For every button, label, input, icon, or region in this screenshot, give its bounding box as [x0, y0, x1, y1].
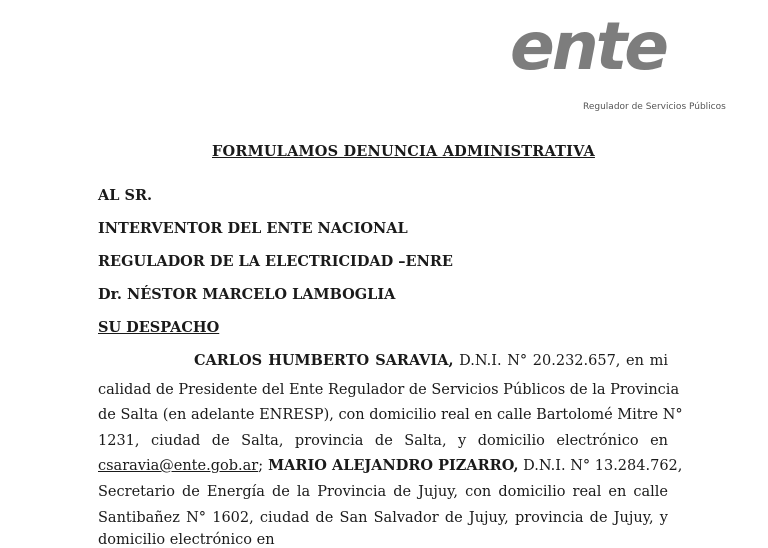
body-line-5-rest: D.N.I. N° 13.284.762, — [518, 458, 683, 474]
body-line-2: calidad de Presidente del Ente Regulador de Servicios Públicos de la Provincia — [98, 382, 680, 398]
body-line-4: 1231, ciudad de Salta, provincia de Salta, y domicilio electrónico en — [98, 433, 668, 449]
addressee-line-1: AL SR. — [98, 187, 153, 204]
body-line-5 — [98, 457, 683, 474]
body-line-6: Secretario de Energía de la Provincia de Jujuy, con domicilio real en calle — [98, 484, 668, 500]
ente-logo — [510, 8, 726, 114]
declarant-name-2: MARIO ALEJANDRO PIZARRO, — [263, 457, 519, 474]
addressee-line-4: Dr. NÉSTOR MARCELO LAMBOGLIA — [98, 286, 396, 303]
body-line-1 — [194, 354, 668, 369]
separator: ; — [258, 458, 264, 474]
body-line-3: de Salta (en adelante ENRESP), con domicilio real en calle Bartolomé Mitre N° — [98, 407, 683, 423]
body-line-8: domicilio electrónico en — [98, 532, 275, 548]
body-line-1-rest: D.N.I. N° 20.232.657, en mi — [453, 353, 669, 369]
declarant-name-1: CARLOS HUMBERTO SARAVIA, — [194, 352, 454, 369]
body-line-7: Santibañez N° 1602, ciudad de San Salvador de Jujuy, provincia de Jujuy, y — [98, 510, 668, 526]
email-link[interactable]: csaravia@ente.gob.ar — [98, 458, 259, 474]
document-title: FORMULAMOS DENUNCIA ADMINISTRATIVA — [212, 143, 595, 160]
logo-tagline: Regulador de Servicios Públicos — [583, 102, 726, 112]
addressee-line-2: INTERVENTOR DEL ENTE NACIONAL — [98, 220, 408, 237]
addressee-line-5: SU DESPACHO — [98, 319, 220, 336]
addressee-line-3: REGULADOR DE LA ELECTRICIDAD –ENRE — [98, 253, 453, 270]
logo-wordmark: ente — [510, 8, 667, 85]
